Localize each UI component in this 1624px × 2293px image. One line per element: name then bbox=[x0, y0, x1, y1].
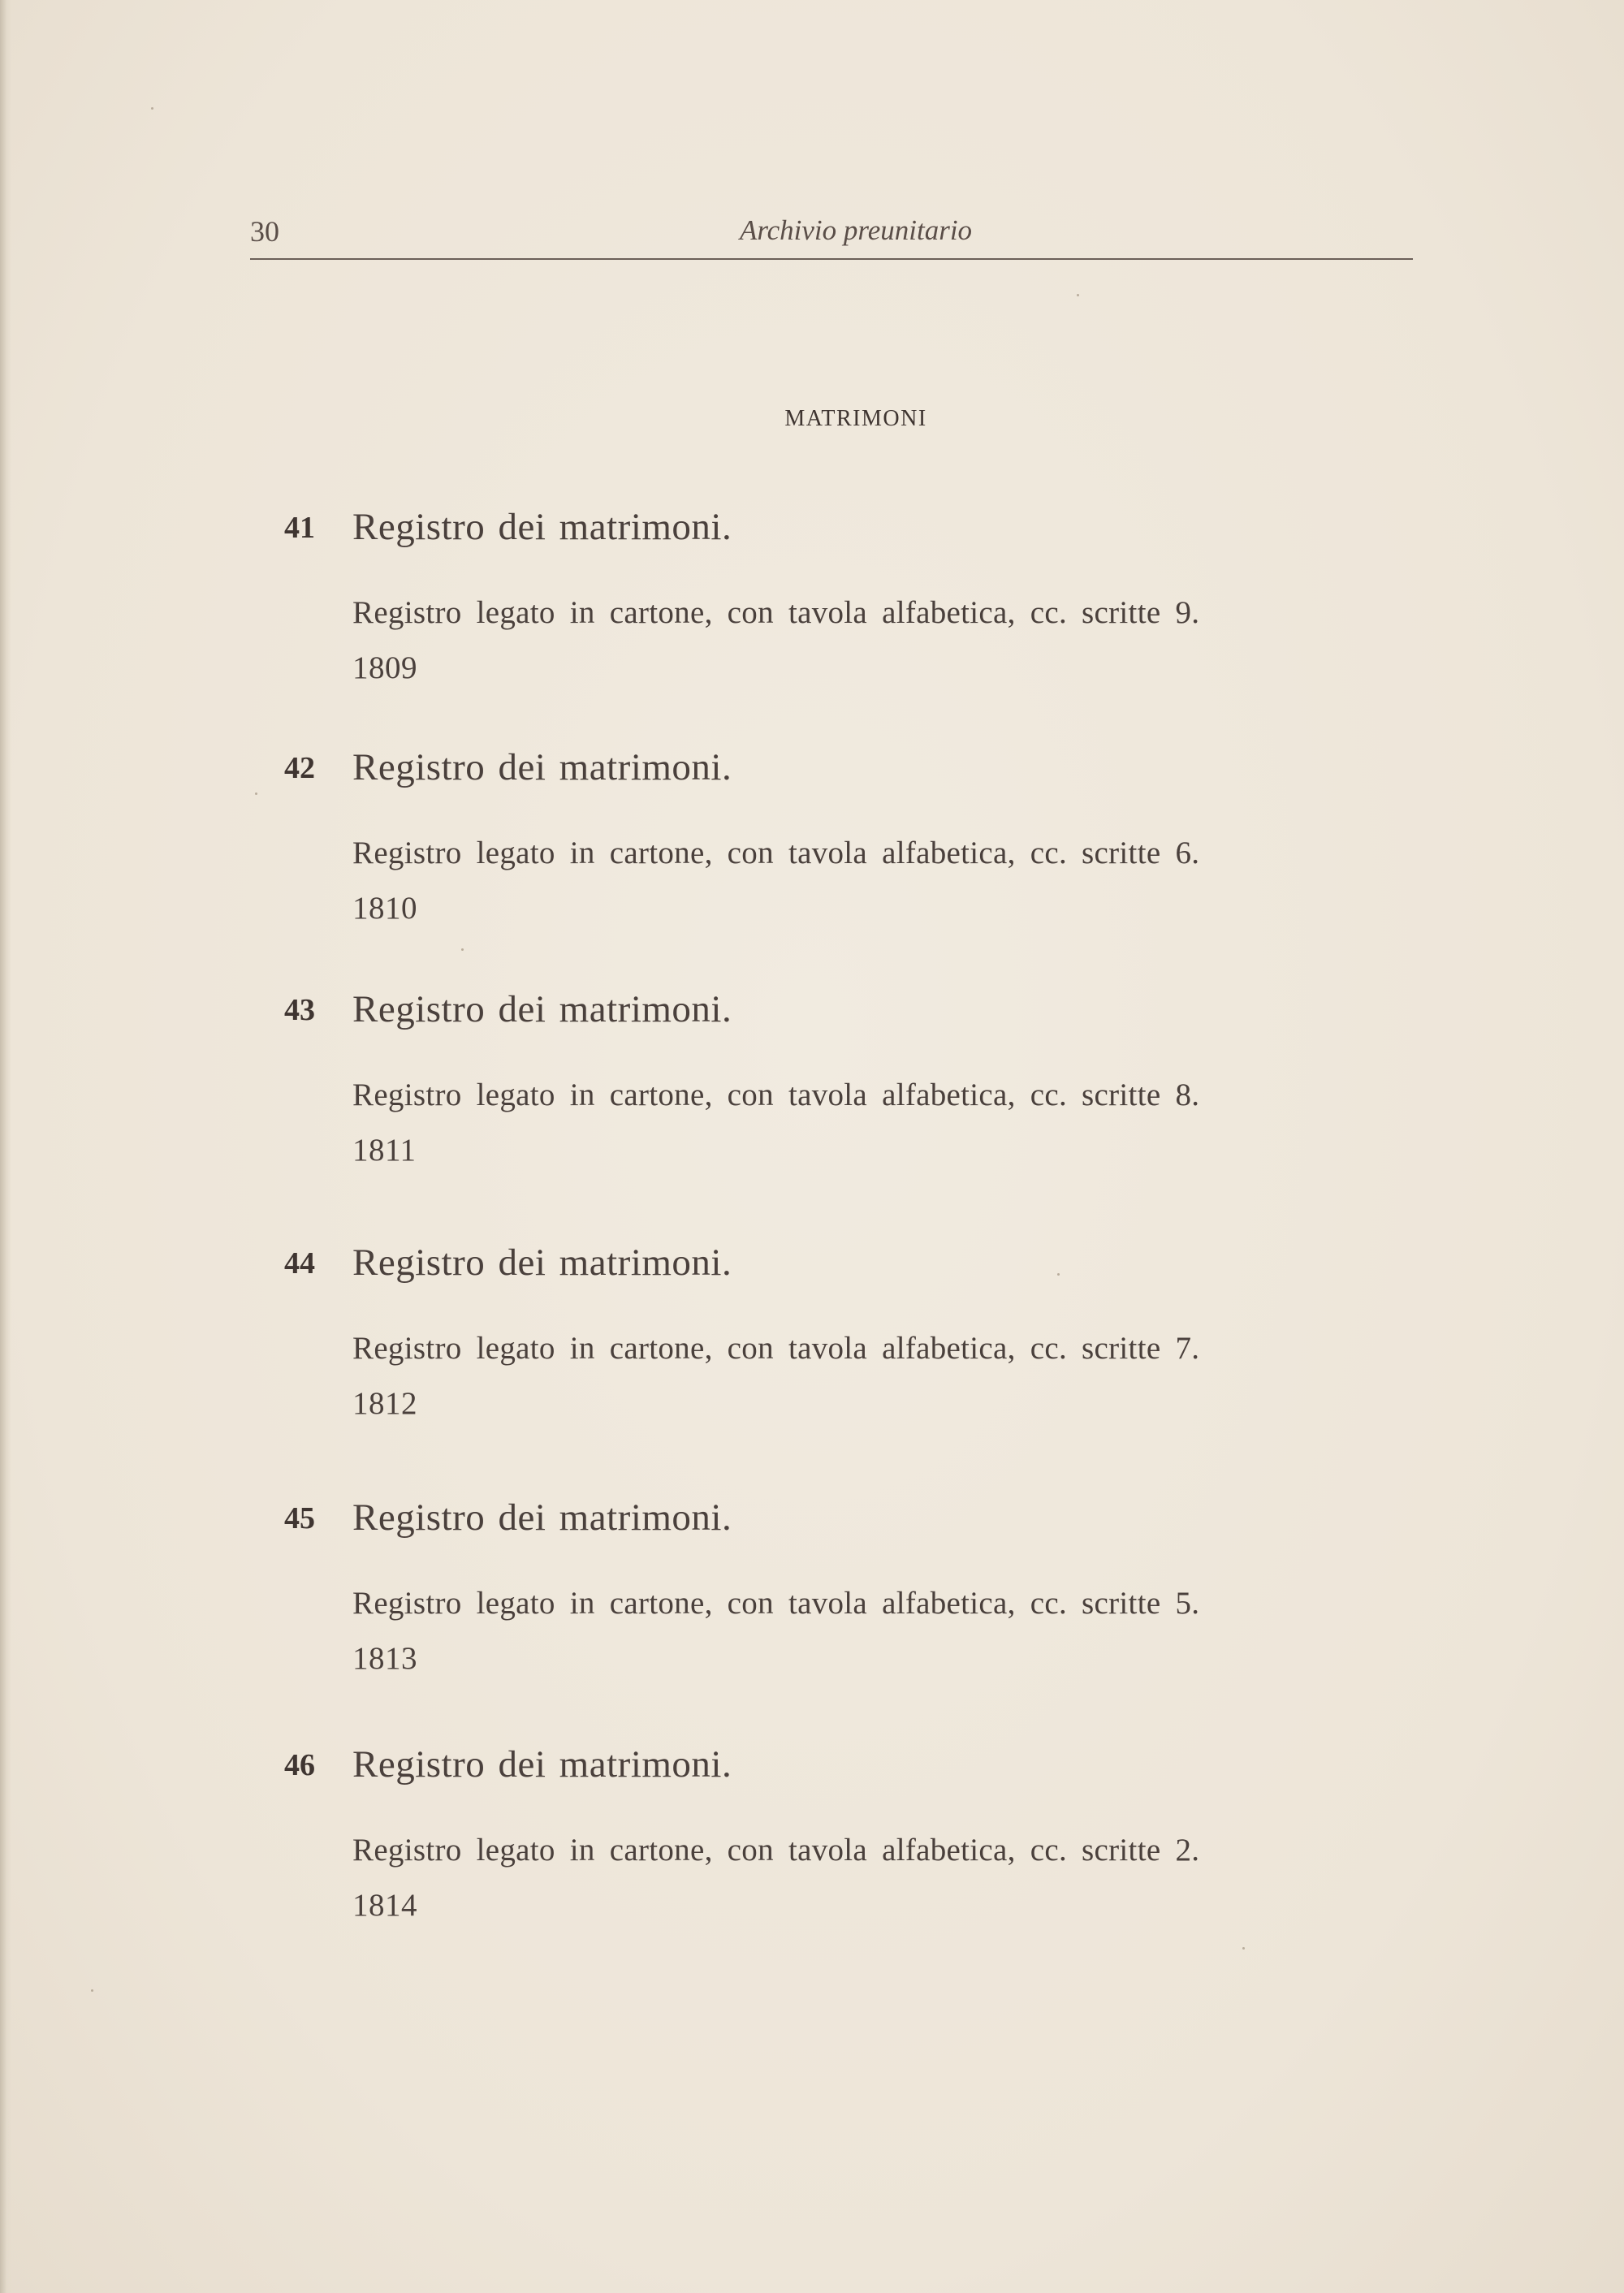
catalog-entry bbox=[268, 988, 1324, 1236]
entry-description: Registro legato in cartone, con tavola alfabetica, cc. scritte 6. bbox=[352, 836, 1200, 870]
page-left-edge bbox=[0, 0, 11, 2293]
catalog-entry bbox=[268, 746, 1324, 994]
entry-date: 1814 bbox=[352, 1888, 417, 1923]
entry-number: 41 bbox=[284, 511, 315, 545]
entry-number: 44 bbox=[284, 1246, 315, 1280]
entry-title: Registro dei matrimoni. bbox=[352, 988, 732, 1030]
paper-speck bbox=[1077, 294, 1079, 296]
entry-description: Registro legato in cartone, con tavola alfabetica, cc. scritte 9. bbox=[352, 595, 1200, 630]
section-title: MATRIMONI bbox=[784, 406, 927, 431]
page-header bbox=[250, 209, 1413, 260]
entry-description: Registro legato in cartone, con tavola alfabetica, cc. scritte 8. bbox=[352, 1077, 1200, 1112]
running-title: Archivio preunitario bbox=[739, 214, 973, 246]
catalog-entry bbox=[268, 506, 1324, 754]
entry-description: Registro legato in cartone, con tavola alfabetica, cc. scritte 7. bbox=[352, 1331, 1200, 1366]
paper-speck bbox=[151, 107, 153, 110]
entry-title: Registro dei matrimoni. bbox=[352, 1242, 732, 1284]
entry-number: 43 bbox=[284, 993, 315, 1027]
entry-date: 1813 bbox=[352, 1641, 417, 1676]
catalog-entry bbox=[268, 1242, 1324, 1489]
entry-title: Registro dei matrimoni. bbox=[352, 1743, 732, 1786]
page-number: 30 bbox=[250, 215, 279, 248]
entry-title: Registro dei matrimoni. bbox=[352, 746, 732, 788]
paper-speck bbox=[91, 1989, 93, 1992]
catalog-entry bbox=[268, 1496, 1324, 1744]
entry-date: 1811 bbox=[352, 1133, 417, 1168]
entry-date: 1810 bbox=[352, 891, 417, 926]
paper-speck bbox=[255, 792, 257, 795]
entry-number: 46 bbox=[284, 1748, 315, 1782]
entry-title: Registro dei matrimoni. bbox=[352, 506, 732, 548]
entry-number: 45 bbox=[284, 1501, 315, 1535]
entry-title: Registro dei matrimoni. bbox=[352, 1496, 732, 1539]
entry-description: Registro legato in cartone, con tavola alfabetica, cc. scritte 2. bbox=[352, 1833, 1200, 1868]
catalog-entry bbox=[268, 1743, 1324, 1991]
entry-description: Registro legato in cartone, con tavola alfabetica, cc. scritte 5. bbox=[352, 1586, 1200, 1621]
entry-date: 1812 bbox=[352, 1386, 417, 1421]
entry-number: 42 bbox=[284, 751, 315, 785]
entry-date: 1809 bbox=[352, 650, 417, 685]
